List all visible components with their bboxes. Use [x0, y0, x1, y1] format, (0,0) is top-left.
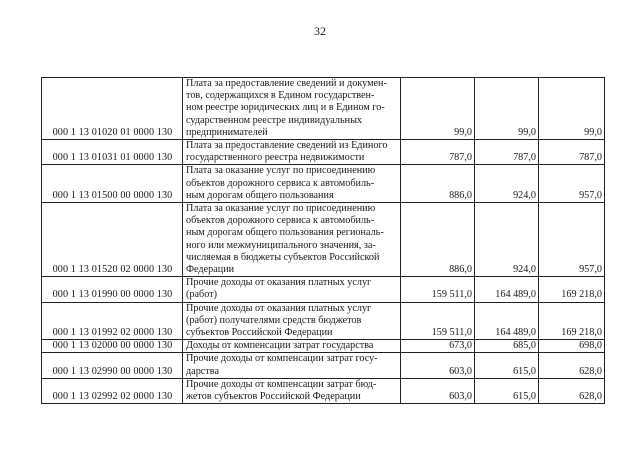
revenue-name-line: Доходы от компенсации затрат государства: [186, 340, 374, 352]
revenue-name-line: Прочие доходы от оказания платных услуг: [186, 302, 372, 314]
revenue-name-cell: [183, 203, 401, 277]
revenue-name-line: сударственном реестре индивидуальных: [186, 114, 363, 126]
table-row: [42, 78, 605, 140]
revenue-name-line: Федерации: [186, 264, 235, 276]
table-row: [42, 203, 605, 277]
revenue-name-line: ным дорогам общего пользования региональ-: [186, 227, 384, 239]
revenue-name-line: Прочие доходы от оказания платных услуг: [186, 277, 372, 289]
revenue-name-line: тов, содержащихся в Едином государствен-: [186, 90, 375, 102]
revenue-name-line: Плата за предоставление сведений и докумен-: [186, 78, 387, 89]
revenue-name-line: ного или межмуниципального значения, за-: [186, 239, 376, 251]
revenue-code-cell: 000 1 13 01020 01 0000 130: [42, 78, 183, 140]
revenue-name-line: Плата за оказание услуг по присоединению: [186, 165, 376, 177]
page-number: 32: [314, 24, 326, 38]
revenue-code-cell: 000 1 13 02990 00 0000 130: [42, 353, 183, 378]
revenue-name-line: (работ) получателями средств бюджетов: [186, 314, 362, 326]
amount-cell-year-2: 615,0: [475, 353, 539, 378]
amount-cell-year-2: 164 489,0: [475, 302, 539, 340]
revenue-code-cell: 000 1 13 02992 02 0000 130: [42, 378, 183, 403]
revenue-name-cell: [183, 165, 401, 203]
table-row: [42, 378, 605, 403]
amount-cell-year-1: 673,0: [401, 340, 475, 353]
amount-cell-year-1: 99,0: [401, 78, 475, 140]
revenue-name-cell: [183, 140, 401, 165]
revenue-name-line: жетов субъектов Российской Федерации: [186, 391, 361, 403]
revenue-name-line: объектов дорожного сервиса к автомобиль-: [186, 177, 375, 189]
amount-cell-year-1: 159 511,0: [401, 277, 475, 302]
amount-cell-year-3: 628,0: [539, 353, 605, 378]
amount-cell-year-2: 924,0: [475, 203, 539, 277]
table-row: [42, 302, 605, 340]
revenue-name-line: Прочие доходы от компенсации затрат бюд-: [186, 378, 377, 390]
revenue-name-line: Плата за оказание услуг по присоединению: [186, 203, 376, 215]
amount-cell-year-1: 603,0: [401, 353, 475, 378]
revenue-name-cell: [183, 378, 401, 403]
revenue-name-line: числяемая в бюджеты субъектов Российской: [186, 251, 380, 263]
revenue-name-line: Прочие доходы от компенсации затрат госу-: [186, 353, 378, 365]
table-row: [42, 353, 605, 378]
revenue-name-cell: [183, 353, 401, 378]
revenue-code-cell: 000 1 13 01992 02 0000 130: [42, 302, 183, 340]
amount-cell-year-2: 164 489,0: [475, 277, 539, 302]
revenue-name-cell: [183, 277, 401, 302]
revenue-code-cell: 000 1 13 02000 00 0000 130: [42, 340, 183, 353]
table-row: [42, 165, 605, 203]
revenue-table-body: [42, 78, 605, 404]
revenue-code-cell: 000 1 13 01520 02 0000 130: [42, 203, 183, 277]
amount-cell-year-3: 169 218,0: [539, 302, 605, 340]
revenue-name-line: государственного реестра недвижимости: [186, 152, 365, 164]
amount-cell-year-2: 685,0: [475, 340, 539, 353]
revenue-name-line: дарства: [186, 365, 219, 377]
amount-cell-year-1: 159 511,0: [401, 302, 475, 340]
amount-cell-year-3: 628,0: [539, 378, 605, 403]
revenue-name-line: субъектов Российской Федерации: [186, 327, 333, 339]
amount-cell-year-3: 957,0: [539, 203, 605, 277]
revenue-name-line: Плата за предоставление сведений из Единого: [186, 140, 388, 152]
revenue-name-line: ном реестре юридических лиц и в Едином го-: [186, 102, 385, 114]
revenue-name-line: (работ): [186, 289, 217, 301]
revenue-code-cell: 000 1 13 01500 00 0000 130: [42, 165, 183, 203]
amount-cell-year-2: 615,0: [475, 378, 539, 403]
revenue-name-cell: [183, 302, 401, 340]
revenue-name-line: ным дорогам общего пользования: [186, 189, 334, 201]
table-row: [42, 277, 605, 302]
revenue-name-cell: [183, 340, 401, 353]
amount-cell-year-3: 787,0: [539, 140, 605, 165]
amount-cell-year-2: 924,0: [475, 165, 539, 203]
revenue-table: [41, 77, 605, 404]
revenue-code-cell: 000 1 13 01031 01 0000 130: [42, 140, 183, 165]
table-row: [42, 140, 605, 165]
amount-cell-year-2: 99,0: [475, 78, 539, 140]
revenue-code-cell: 000 1 13 01990 00 0000 130: [42, 277, 183, 302]
amount-cell-year-1: 787,0: [401, 140, 475, 165]
amount-cell-year-1: 886,0: [401, 165, 475, 203]
revenue-name-line: предпринимателей: [186, 126, 268, 138]
amount-cell-year-3: 957,0: [539, 165, 605, 203]
amount-cell-year-3: 99,0: [539, 78, 605, 140]
revenue-name-cell: [183, 78, 401, 140]
amount-cell-year-3: 169 218,0: [539, 277, 605, 302]
table-row: [42, 340, 605, 353]
amount-cell-year-3: 698,0: [539, 340, 605, 353]
amount-cell-year-1: 886,0: [401, 203, 475, 277]
amount-cell-year-2: 787,0: [475, 140, 539, 165]
amount-cell-year-1: 603,0: [401, 378, 475, 403]
revenue-name-line: объектов дорожного сервиса к автомобиль-: [186, 215, 375, 227]
